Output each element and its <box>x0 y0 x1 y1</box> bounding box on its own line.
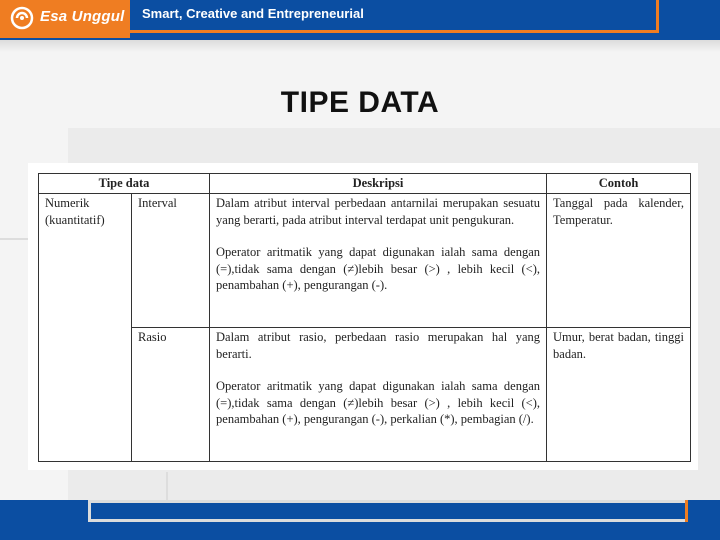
background-line <box>166 472 168 502</box>
table-row <box>39 194 691 328</box>
subtype-cell: Rasio <box>132 328 210 462</box>
category-cell: Numerik (kuantitatif) <box>39 194 132 462</box>
logo-name: Esa Unggul <box>40 8 125 25</box>
background-line <box>0 238 28 240</box>
data-type-table-image <box>28 163 698 470</box>
table-header-row <box>39 174 691 194</box>
page-title: TIPE DATA <box>280 86 440 119</box>
table-row <box>39 328 691 462</box>
header-contoh: Contoh <box>547 174 691 194</box>
header-frame-line <box>130 30 658 33</box>
operator-text: Operator aritmatik yang dapat digunakan ialah sama dengan (=),tidak sama dengan (≠)lebih besar (>) , lebih kecil (<), penambahan (+), pengurangan (-), perkalian (*), pembagian (/). <box>216 379 541 426</box>
footer-frame-line <box>88 519 688 522</box>
background-strip <box>0 40 720 52</box>
slogan: Smart, Creative and Entrepreneurial <box>142 6 364 21</box>
data-type-table <box>38 173 691 462</box>
operator-text: Operator aritmatik yang dapat digunakan ialah sama dengan (=),tidak sama dengan (≠)lebih besar (>) , lebih kecil (<), penambahan (+), pengurangan (-). <box>216 245 541 292</box>
example-cell: Tanggal pada kalender, Temperatur. <box>547 194 691 328</box>
header-deskripsi: Deskripsi <box>210 174 547 194</box>
header-tipe-data: Tipe data <box>39 174 210 194</box>
description-text: Dalam atribut interval perbedaan antarnilai merupakan sesuatu yang berarti, pada atribut interval terdapat unit pengukuran. <box>216 196 541 227</box>
example-cell: Umur, berat badan, tinggi badan. <box>547 328 691 462</box>
description-text: Dalam atribut rasio, perbedaan rasio merupakan hal yang berarti. <box>216 330 541 361</box>
subtype-cell: Interval <box>132 194 210 328</box>
logo <box>0 0 130 38</box>
footer-frame-line <box>88 500 688 503</box>
description-cell <box>210 328 547 462</box>
description-cell <box>210 194 547 328</box>
header-frame-end <box>656 0 659 33</box>
footer-frame-end <box>685 500 688 522</box>
university-emblem-icon <box>10 6 34 30</box>
header-bar <box>0 0 720 40</box>
